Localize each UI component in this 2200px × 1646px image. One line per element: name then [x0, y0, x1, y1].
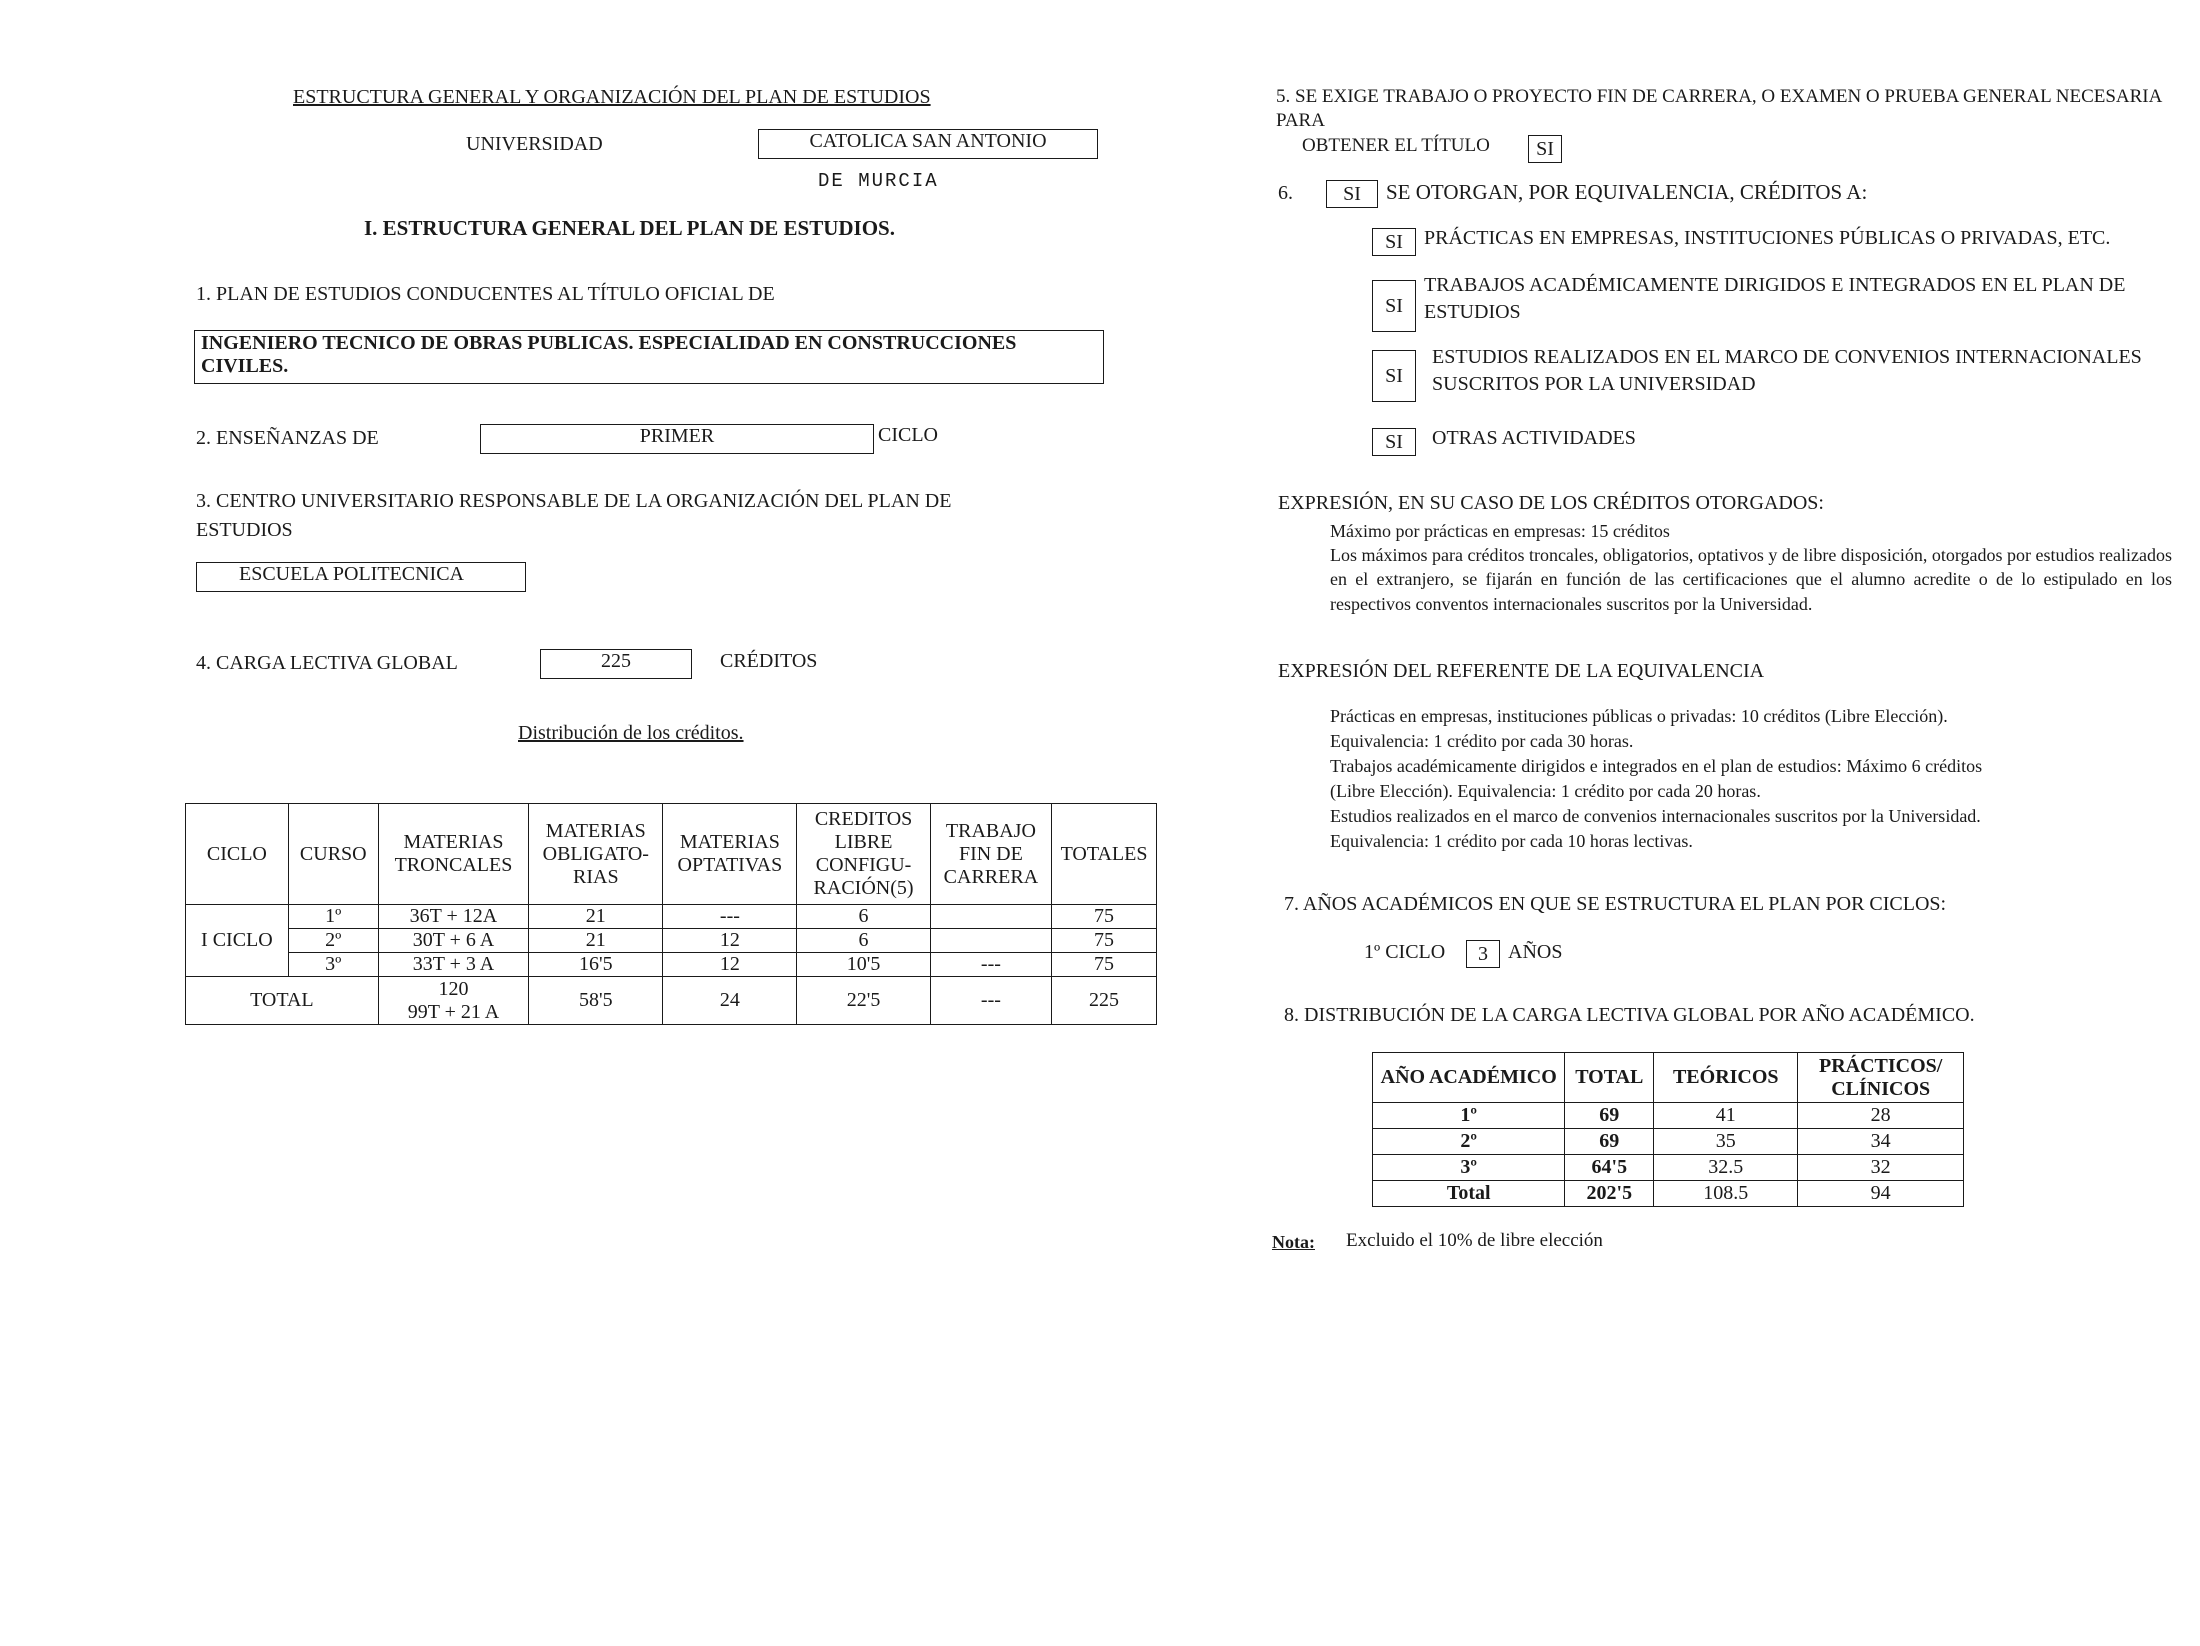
header-year: AÑO ACADÉMICO — [1373, 1053, 1565, 1103]
totales-cell: 75 — [1052, 905, 1157, 929]
item5-value-box — [1528, 135, 1562, 163]
cycle-box — [480, 424, 874, 454]
libre-cell: 6 — [797, 929, 930, 953]
item6-label: SE OTORGAN, POR EQUIVALENCIA, CRÉDITOS A: — [1386, 180, 1868, 204]
item3-label-line2: ESTUDIOS — [196, 519, 293, 541]
total-obligatorias: 58'5 — [529, 977, 663, 1025]
header-practicos: PRÁCTICOS/ CLÍNICOS — [1798, 1053, 1964, 1103]
troncales-cell: 36T + 12A — [378, 905, 528, 929]
header-libre: CREDITOS LIBRE CONFIGU-RACIÓN(5) — [797, 804, 930, 905]
item7-suffix: AÑOS — [1508, 941, 1563, 963]
center-value: ESCUELA POLITECNICA — [239, 563, 464, 585]
global-load-suffix: CRÉDITOS — [720, 650, 818, 672]
libre-cell: 10'5 — [797, 953, 930, 977]
header-teoricos: TEÓRICOS — [1654, 1053, 1798, 1103]
note-label: Nota: — [1272, 1232, 1315, 1252]
total-row — [186, 977, 1157, 1025]
item6-value: SI — [1343, 182, 1361, 205]
item7-label: 7. AÑOS ACADÉMICOS EN QUE SE ESTRUCTURA EL PLAN POR CICLOS: — [1284, 893, 1947, 915]
degree-title-box — [194, 330, 1104, 384]
curso-cell: 1º — [288, 905, 378, 929]
optativas-cell: --- — [663, 905, 797, 929]
equiv-item-label: OTRAS ACTIVIDADES — [1432, 427, 1636, 449]
obligatorias-cell: 21 — [529, 905, 663, 929]
ref-line: (Libre Elección). Equivalencia: 1 crédito por cada 20 horas. — [1330, 781, 1761, 801]
equiv-item-label: PRÁCTICAS EN EMPRESAS, INSTITUCIONES PÚBLICAS O PRIVADAS, ETC. — [1424, 227, 2111, 249]
item3-label-line1: 3. CENTRO UNIVERSITARIO RESPONSABLE DE LA ORGANIZACIÓN DEL PLAN DE — [196, 490, 952, 512]
item7-value: 3 — [1478, 942, 1488, 965]
ref-line: Equivalencia: 1 crédito por cada 30 horas. — [1330, 731, 1634, 751]
practicos-cell: 34 — [1798, 1129, 1964, 1155]
global-load-value: 225 — [601, 650, 631, 672]
teoricos-cell: 32.5 — [1654, 1155, 1798, 1181]
equiv-item-label-continued: SUSCRITOS POR LA UNIVERSIDAD — [1432, 373, 1756, 395]
ref-line: Trabajos académicamente dirigidos e integrados en el plan de estudios: Máximo 6 créditos — [1330, 756, 1983, 776]
curso-cell: 3º — [288, 953, 378, 977]
total-label: TOTAL — [186, 977, 379, 1025]
equiv-item-label: ESTUDIOS REALIZADOS EN EL MARCO DE CONVENIOS INTERNACIONALES — [1432, 346, 2142, 368]
total-trabajo: --- — [930, 977, 1051, 1025]
obligatorias-cell: 21 — [529, 929, 663, 953]
note-text: Excluido el 10% de libre elección — [1346, 1230, 1603, 1251]
trabajo-cell: --- — [930, 953, 1051, 977]
total-cell: 69 — [1565, 1129, 1654, 1155]
item7-value-box — [1466, 940, 1500, 968]
ref-line: Equivalencia: 1 crédito por cada 10 horas lectivas. — [1330, 831, 1693, 851]
item6-number: 6. — [1278, 182, 1293, 204]
year-distribution-table — [1372, 1052, 1964, 1207]
ref-heading: EXPRESIÓN DEL REFERENTE DE LA EQUIVALENCIA — [1278, 660, 1765, 682]
equiv-value-box — [1372, 280, 1416, 332]
degree-title-line1: INGENIERO TECNICO DE OBRAS PUBLICAS. ESPECIALIDAD EN CONSTRUCCIONES — [201, 332, 1017, 354]
year-cell: 1º — [1373, 1103, 1565, 1129]
header-obligatorias: MATERIAS OBLIGATO-RIAS — [529, 804, 663, 905]
curso-cell: 2º — [288, 929, 378, 953]
total-row — [1373, 1181, 1964, 1207]
credits-distribution-table — [185, 803, 1157, 1025]
total-troncales-breakdown: 99T + 21 A — [407, 1000, 500, 1023]
equiv-item-label-continued: ESTUDIOS — [1424, 301, 1521, 323]
global-load-box — [540, 649, 692, 679]
equiv-value-box — [1372, 350, 1416, 402]
year-cell: Total — [1373, 1181, 1565, 1207]
equiv-value: SI — [1385, 364, 1403, 387]
equiv-item-label: TRABAJOS ACADÉMICAMENTE DIRIGIDOS E INTEGRADOS EN EL PLAN DE — [1424, 274, 2126, 296]
item2-label: 2. ENSEÑANZAS DE — [196, 427, 379, 449]
teoricos-cell: 41 — [1654, 1103, 1798, 1129]
table-row — [186, 929, 1157, 953]
total-cell: 64'5 — [1565, 1155, 1654, 1181]
cycle-value: PRIMER — [639, 425, 715, 447]
equiv-value-box — [1372, 428, 1416, 456]
optativas-cell: 12 — [663, 929, 797, 953]
item5-label-line1: 5. SE EXIGE TRABAJO O PROYECTO FIN DE CARRERA, O EXAMEN O PRUEBA GENERAL NECESARIA — [1276, 86, 2163, 107]
troncales-cell: 33T + 3 A — [378, 953, 528, 977]
degree-title-line2: CIVILES. — [201, 355, 289, 377]
item5-label-line3: OBTENER EL TÍTULO — [1302, 135, 1490, 156]
teoricos-cell: 35 — [1654, 1129, 1798, 1155]
obligatorias-cell: 16'5 — [529, 953, 663, 977]
total-optativas: 24 — [663, 977, 797, 1025]
year-cell: 3º — [1373, 1155, 1565, 1181]
ciclo-cell: I CICLO — [186, 905, 289, 977]
table-row — [186, 905, 1157, 929]
equiv-value-box — [1372, 228, 1416, 256]
item4-label: 4. CARGA LECTIVA GLOBAL — [196, 652, 458, 674]
document-title: ESTRUCTURA GENERAL Y ORGANIZACIÓN DEL PLAN DE ESTUDIOS — [293, 86, 931, 108]
university-name: CATOLICA SAN ANTONIO — [809, 130, 1047, 152]
total-cell: 69 — [1565, 1103, 1654, 1129]
header-optativas: MATERIAS OPTATIVAS — [663, 804, 797, 905]
ref-line: Estudios realizados en el marco de convenios internacionales suscritos por la Universidad. — [1330, 806, 1981, 826]
item7-cycle: 1º CICLO — [1364, 941, 1446, 963]
optativas-cell: 12 — [663, 953, 797, 977]
table-header-row — [186, 804, 1157, 905]
header-totales: TOTALES — [1052, 804, 1157, 905]
practicos-cell: 94 — [1798, 1181, 1964, 1207]
practicos-cell: 28 — [1798, 1103, 1964, 1129]
section-heading: I. ESTRUCTURA GENERAL DEL PLAN DE ESTUDIOS. — [364, 216, 895, 240]
header-trabajo: TRABAJO FIN DE CARRERA — [930, 804, 1051, 905]
center-box — [196, 562, 526, 592]
item8-label: 8. DISTRIBUCIÓN DE LA CARGA LECTIVA GLOBAL POR AÑO ACADÉMICO. — [1284, 1004, 1975, 1026]
distribution-title: Distribución de los créditos. — [518, 722, 744, 744]
table-row — [1373, 1129, 1964, 1155]
practicos-cell: 32 — [1798, 1155, 1964, 1181]
table-row — [1373, 1155, 1964, 1181]
totales-cell: 75 — [1052, 953, 1157, 977]
equiv-value: SI — [1385, 430, 1403, 453]
item1-label: 1. PLAN DE ESTUDIOS CONDUCENTES AL TÍTULO OFICIAL DE — [196, 283, 775, 305]
totales-cell: 75 — [1052, 929, 1157, 953]
item5-label-line2: PARA — [1276, 110, 1325, 131]
libre-cell: 6 — [797, 905, 930, 929]
header-troncales: MATERIAS TRONCALES — [378, 804, 528, 905]
expr-paragraph: Los máximos para créditos troncales, obligatorios, optativos y de libre disposición, otorgados por estudios realizados en el extranjero, se fijarán en función de las certificaciones que el alumno acredite o de lo estipulado en los respectivos conventos internacionales suscritos por la Universidad. — [1330, 545, 2173, 614]
ref-line: Prácticas en empresas, instituciones públicas o privadas: 10 créditos (Libre Elección). — [1330, 706, 1948, 726]
university-name-box — [758, 129, 1098, 159]
equiv-value: SI — [1385, 230, 1403, 253]
header-curso: CURSO — [288, 804, 378, 905]
header-total: TOTAL — [1565, 1053, 1654, 1103]
troncales-cell: 30T + 6 A — [378, 929, 528, 953]
total-libre: 22'5 — [797, 977, 930, 1025]
header-ciclo: CICLO — [186, 804, 289, 905]
table-row — [186, 953, 1157, 977]
total-totales: 225 — [1052, 977, 1157, 1025]
total-troncales — [378, 977, 528, 1025]
equiv-value: SI — [1385, 294, 1403, 317]
item5-value: SI — [1536, 137, 1554, 160]
teoricos-cell: 108.5 — [1654, 1181, 1798, 1207]
total-cell: 202'5 — [1565, 1181, 1654, 1207]
table-header-row — [1373, 1053, 1964, 1103]
university-label: UNIVERSIDAD — [466, 133, 603, 155]
trabajo-cell — [930, 929, 1051, 953]
trabajo-cell — [930, 905, 1051, 929]
year-cell: 2º — [1373, 1129, 1565, 1155]
table-row — [1373, 1103, 1964, 1129]
item6-value-box — [1326, 180, 1378, 208]
total-troncales-sum: 120 — [438, 977, 469, 1000]
expr-max-practices: Máximo por prácticas en empresas: 15 créditos — [1330, 521, 1670, 541]
expr-heading: EXPRESIÓN, EN SU CASO DE LOS CRÉDITOS OTORGADOS: — [1278, 492, 1824, 514]
university-name-continued: DE MURCIA — [818, 170, 939, 192]
cycle-suffix: CICLO — [878, 424, 938, 446]
